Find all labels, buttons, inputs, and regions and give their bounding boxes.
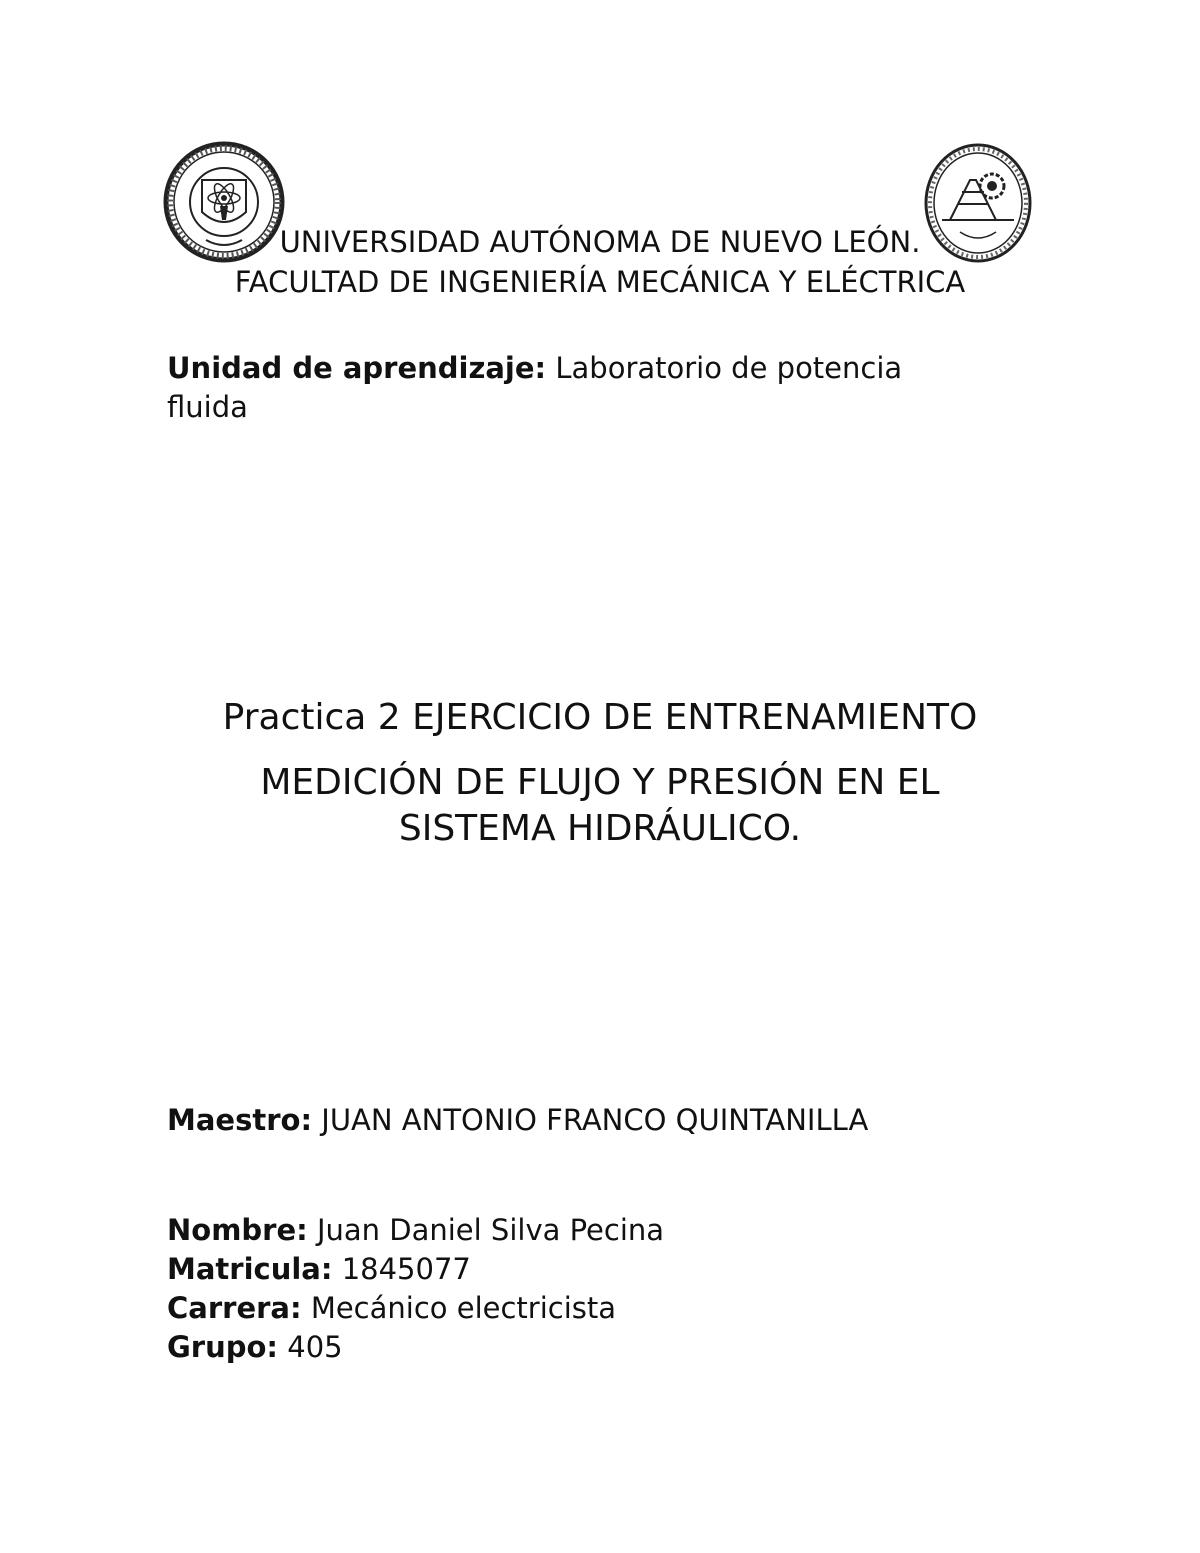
practice-subtitle-line-1: MEDICIÓN DE FLUJO Y PRESIÓN EN EL: [260, 762, 940, 803]
student-info: [167, 1211, 664, 1367]
learning-unit: [167, 349, 987, 427]
student-name-row: [167, 1211, 664, 1250]
learning-unit-label: Unidad de aprendizaje:: [167, 351, 547, 385]
practice-subtitle-line-2: SISTEMA HIDRÁULICO.: [398, 808, 802, 849]
student-career-label: Carrera:: [167, 1291, 302, 1325]
teacher-info: [167, 1101, 868, 1140]
student-id-row: [167, 1250, 664, 1289]
student-group-label: Grupo:: [167, 1330, 279, 1364]
student-id-value: 1845077: [341, 1252, 471, 1286]
practice-subtitle: [0, 760, 1200, 852]
university-name: UNIVERSIDAD AUTÓNOMA DE NUEVO LEÓN.: [279, 225, 921, 259]
student-career-row: [167, 1289, 664, 1328]
student-career-value: Mecánico electricista: [310, 1291, 617, 1325]
teacher-label: Maestro:: [167, 1103, 313, 1137]
student-name-label: Nombre:: [167, 1213, 308, 1247]
learning-unit-value: Laboratorio de potencia fluida: [167, 351, 903, 424]
faculty-name: FACULTAD DE INGENIERÍA MECÁNICA Y ELÉCTRICA: [234, 265, 966, 299]
student-name-value: Juan Daniel Silva Pecina: [316, 1213, 665, 1247]
student-group-row: [167, 1328, 664, 1367]
student-id-label: Matricula:: [167, 1252, 333, 1286]
practice-title: Practica 2 EJERCICIO DE ENTRENAMIENTO: [222, 697, 978, 738]
teacher-name: JUAN ANTONIO FRANCO QUINTANILLA: [321, 1103, 869, 1137]
student-group-value: 405: [287, 1330, 343, 1364]
